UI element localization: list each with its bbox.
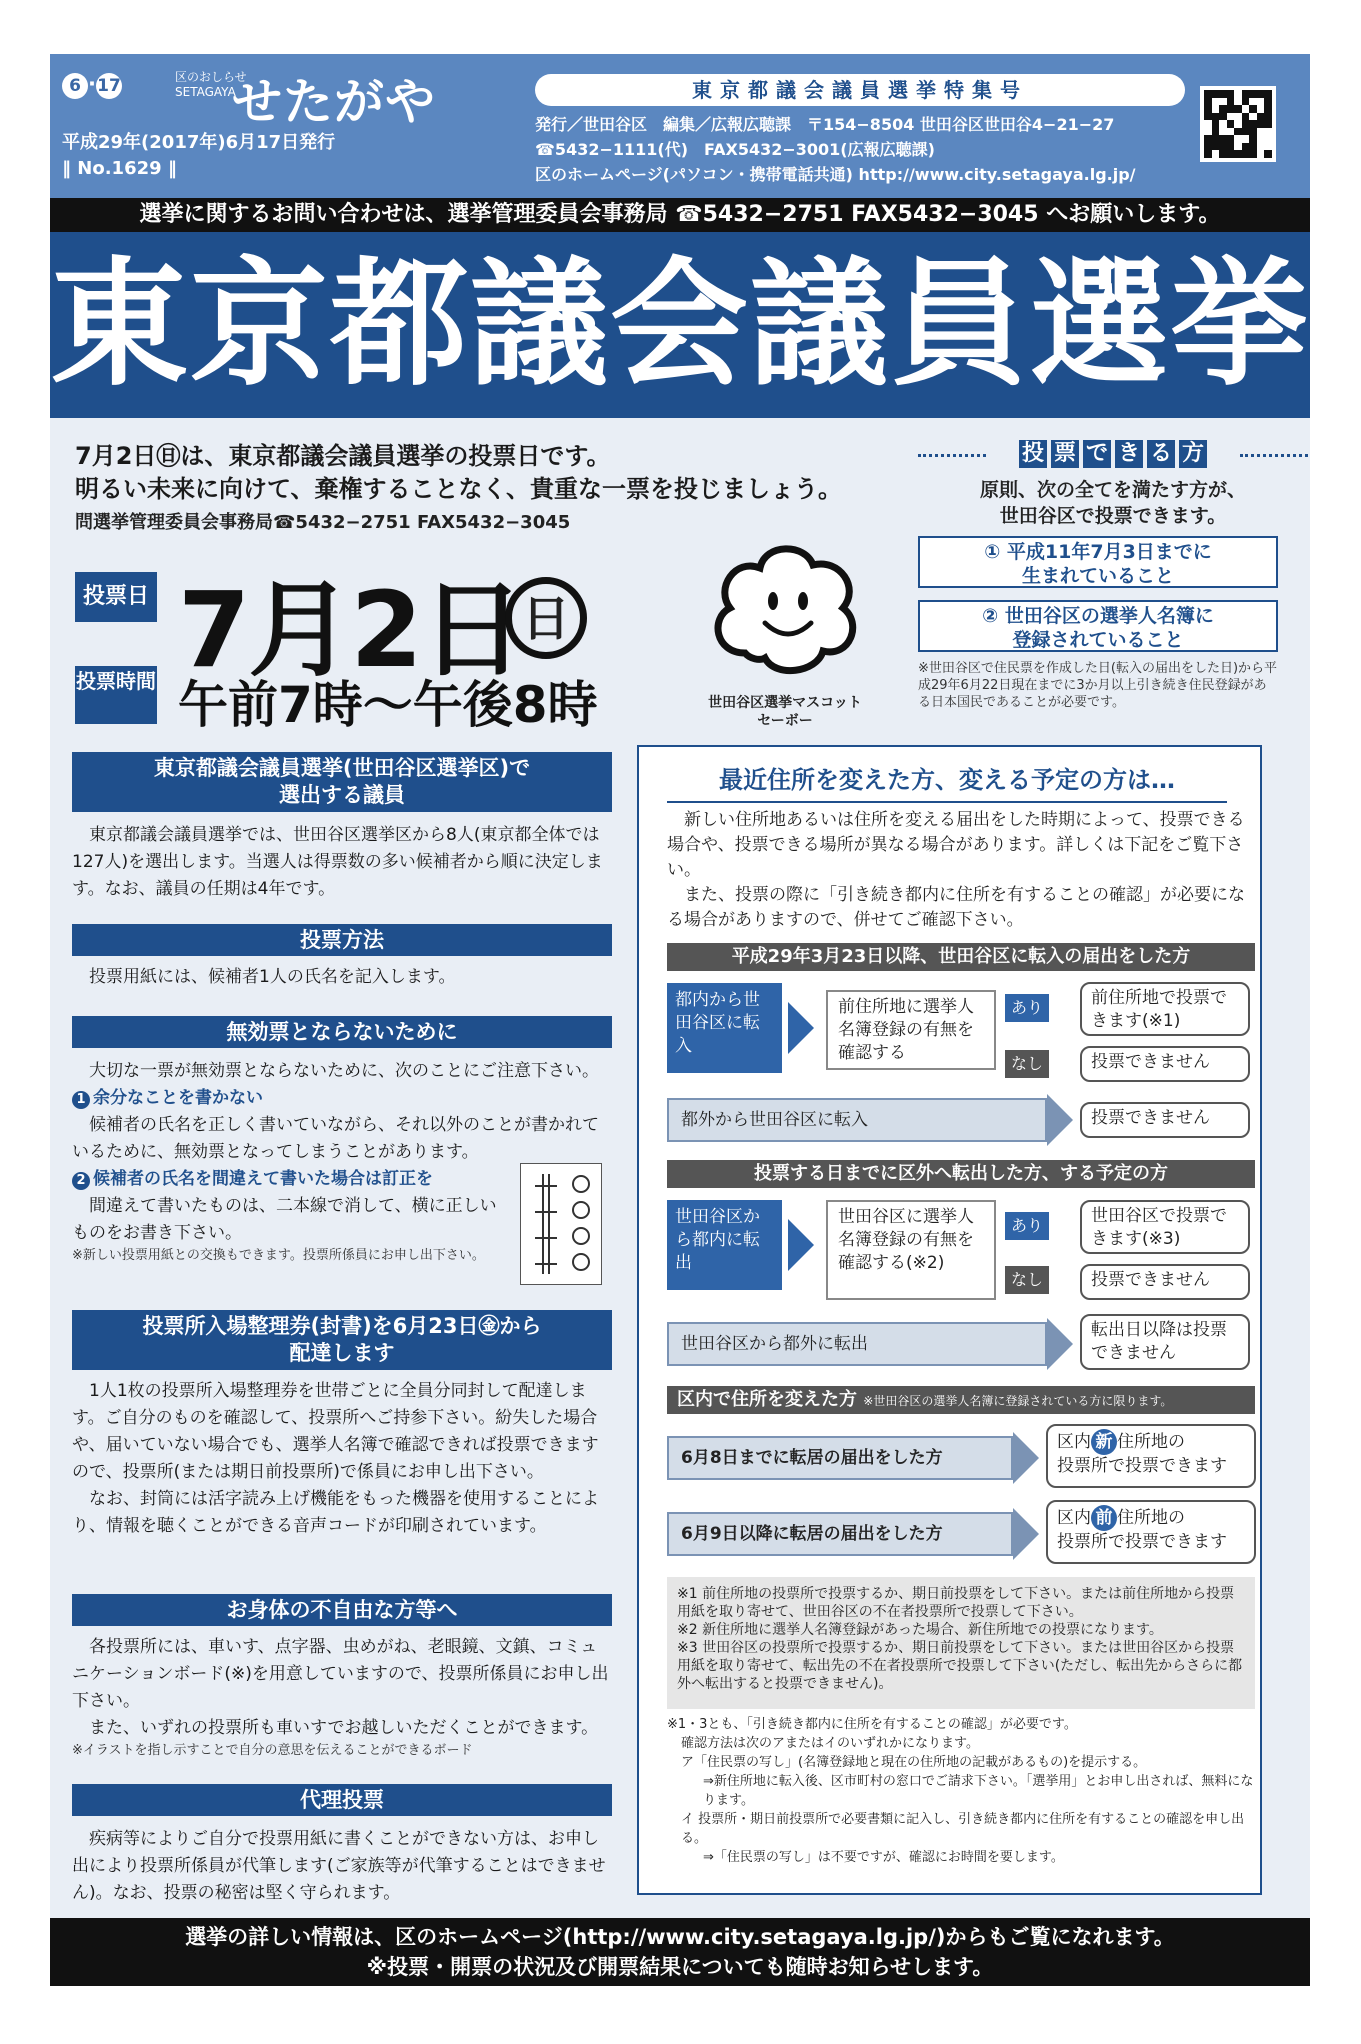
group2-result-no: 投票できません	[1080, 1264, 1250, 1300]
s3-note: ※新しい投票用紙との交換もできます。投票所係員にお申し出下さい。	[72, 1248, 485, 1263]
section-proxy-vote-body	[72, 1826, 612, 1907]
s3-point2-body: 間違えて書いたものは、二本線で消して、横に正しいものをお書き下さい。	[72, 1196, 497, 1243]
special-issue-title: 東京都議会議員選挙特集号	[535, 74, 1185, 106]
s4-body2: なお、封筒には活字読み上げ機能をもった機器を使用することにより、情報を聴くことができる音声コードが印刷されています。	[72, 1489, 599, 1536]
confirm-note-5: イ 投票所・期日前投票所で必要書類に記入し、引き続き都内に住所を有することの確認を申し出る。	[681, 1812, 1245, 1846]
footnote-1: ※1 前住所地の投票所で投票するか、期日前投票をして下さい。または前住所地から投票用紙を取り寄せて、世田谷区の不在者投票所で投票して下さい。	[677, 1586, 1235, 1620]
group3-b-bar: 6月9日以降に転居の届出をした方	[667, 1512, 1013, 1556]
previous-mark-icon: 前	[1091, 1505, 1117, 1531]
confirm-note-4: ⇒新住所地に転入後、区市町村の窓口でご請求下さい。「選挙用」とお申し出されば、無料になります。	[703, 1774, 1254, 1808]
cond2-line-a: ② 世田谷区の選挙人名簿に	[982, 605, 1214, 627]
section-elected-members-heading	[72, 752, 612, 812]
eligibility-title	[918, 440, 1308, 468]
section-invalid-vote-heading: 無効票とならないために	[72, 1016, 612, 1048]
cond1-line-b: 生まれていること	[1021, 565, 1174, 587]
publisher-line1: 発行／世田谷区 編集／広報広聴課 〒154−8504 世田谷区世田谷4−21−27	[535, 115, 1115, 134]
issue-number-text: No.1629	[77, 158, 162, 179]
vote-weekday: 日	[505, 577, 587, 659]
group3-b-res2: 住所地の	[1117, 1508, 1185, 1528]
vote-hours: 午前7時〜午後8時	[178, 676, 598, 734]
group3-subtitle: ※世田谷区の選挙人名簿に登録されている方に限ります。	[863, 1394, 1173, 1408]
section-admission-ticket-heading	[72, 1310, 612, 1370]
footnote-3: ※3 世田谷区の投票所で投票するか、期日前投票をして下さい。または世田谷区から投票用紙を取り寄せて、転出先の不在者投票所で投票して下さい(ただし、転出先からさらに都外へ転出すると投票できません)。	[677, 1640, 1243, 1692]
confirm-note-3: ア「住民票の写し」(名簿登録地と現在の住所地の記載があるもの)を提示する。	[681, 1755, 1147, 1770]
group2-no-tag: なし	[1005, 1266, 1049, 1294]
s4-body1: 1人1枚の投票所入場整理券を世帯ごとに全員分同封して配達します。ご自分のものを確認して、投票所へご持参下さい。紛失した場合や、届いていない場合でも、選挙人名簿で確認できれば投票できますので、投票所(または期日前投票所)で係員にお申し出下さい。	[72, 1381, 599, 1482]
group1-heading: 平成29年3月23日以降、世田谷区に転入の届出をした方	[667, 943, 1255, 971]
dotted-rule-left	[918, 454, 986, 457]
moved-panel-title: 最近住所を変えた方、変える予定の方は…	[667, 760, 1227, 803]
main-title: 東京都議会議員選挙	[50, 232, 1310, 418]
group1-source: 都内から世田谷区に転入	[667, 983, 782, 1073]
setagaya-logo: せたがや	[232, 73, 436, 131]
eligibility-note: ※世田谷区で住民票を作成した日(転入の届出をした日)から平成29年6月22日現在までに3か月以上引き続き住民登録がある日本国民であることが必要です。	[918, 661, 1278, 710]
group3-a-res2: 住所地の	[1117, 1432, 1185, 1452]
issue-date-badge: 6 ·17	[62, 72, 122, 99]
group3-b-res3: 投票所で投票できます	[1057, 1532, 1227, 1552]
s5-body1: 各投票所には、車いす、点字器、虫めがね、老眼鏡、文鎮、コミュニケーションボード(※)を用意していますので、投票所係員にお申し出下さい。	[72, 1637, 609, 1711]
arrow-right-icon	[788, 1219, 814, 1271]
s6-body: 疾病等によりご自分で投票用紙に書くことができない方は、お申し出により投票所係員が代筆します(ご家族等が代筆することはできません)。なお、投票の秘密は堅く守られます。	[72, 1829, 606, 1903]
s3-point1-title-text: 余分なことを書かない	[93, 1088, 263, 1108]
group3-a-result-line1	[1057, 1429, 1245, 1455]
group2-outside-bar: 世田谷区から都外に転出	[667, 1322, 1047, 1366]
vote-day-label: 投票日	[75, 572, 157, 622]
contact-bar: 選挙に関するお問い合わせは、選挙管理委員会事務局 ☎5432−2751 FAX5432−3045 へお願いします。	[50, 198, 1310, 232]
mascot-cloud-icon	[705, 533, 865, 693]
moved-intro-p1: 新しい住所地あるいは住所を変える届出をした時期によって、投票できる場合や、投票できる場所が異なる場合があります。詳しくは下記をご覧下さい。	[667, 810, 1245, 880]
footer-line1[interactable]: 選挙の詳しい情報は、区のホームページ(http://www.city.setagaya.lg.jp/)からもご覧になれます。	[185, 1925, 1175, 1949]
confirmation-notes	[667, 1715, 1255, 1867]
s3-body: 大切な一票が無効票とならないために、次のことにご注意下さい。	[89, 1061, 599, 1081]
s1-title-b: 選出する議員	[279, 783, 405, 807]
mascot-caption-1: 世田谷区選挙マスコット	[708, 695, 862, 711]
cond1-line-a: ① 平成11年7月3日までに	[984, 541, 1212, 563]
group2-yes-tag: あり	[1005, 1212, 1049, 1240]
group3-a-res3: 投票所で投票できます	[1057, 1456, 1227, 1476]
cond2-line-b: 登録されていること	[1012, 629, 1184, 651]
mascot-caption	[705, 694, 865, 730]
group1-yes-tag: あり	[1005, 994, 1049, 1022]
group3-title: 区内で住所を変えた方	[677, 1389, 857, 1410]
footer-line2: ※投票・開票の状況及び開票結果についても随時お知らせします。	[366, 1955, 994, 1979]
arrow-right-icon	[1013, 1432, 1039, 1484]
group2-outside-result: 転出日以降は投票できません	[1080, 1314, 1250, 1370]
issue-date: 平成29年(2017年)6月17日発行	[62, 132, 336, 153]
new-mark-icon: 新	[1091, 1429, 1117, 1455]
section-elected-members-body	[72, 822, 612, 903]
s2-body: 投票用紙には、候補者1人の氏名を記入します。	[89, 967, 456, 987]
confirm-note-2: 確認方法は次のアまたはイのいずれかになります。	[681, 1736, 979, 1751]
group1-result-yes: 前住所地で投票できます(※1)	[1080, 982, 1250, 1036]
publisher-info	[535, 112, 1136, 187]
number-2-icon: 2	[72, 1172, 90, 1190]
issue-number: ‖ No.1629 ‖	[62, 158, 177, 179]
badge-day: 17	[96, 73, 122, 99]
eligibility-condition-2	[918, 600, 1278, 652]
section-accessibility-body	[72, 1634, 612, 1759]
footnote-2: ※2 新住所地に選挙人名簿登録があった場合、新住所地での投票になります。	[677, 1622, 1163, 1638]
s4-title-a: 投票所入場整理券(封書)を6月23日㊎から	[142, 1314, 542, 1338]
ballot-correction-illustration	[520, 1163, 602, 1285]
footer-bar	[50, 1918, 1310, 1986]
confirm-note-1: ※1・3とも、「引き続き都内に住所を有することの確認」が必要です。	[667, 1717, 1077, 1732]
arrow-right-icon	[788, 1002, 814, 1054]
intro-contact: 問選挙管理委員会事務局☎5432−2751 FAX5432−3045	[75, 512, 571, 533]
mascot-caption-2: セーボー	[757, 713, 813, 729]
small-label-en: SETAGAYA	[175, 85, 236, 99]
group3-a-result	[1046, 1424, 1256, 1488]
arrow-right-icon	[1047, 1094, 1073, 1146]
s3-point1-body: 候補者の氏名を正しく書いていながら、それ以外のことが書かれているために、無効票となってしまうことがあります。	[72, 1115, 599, 1162]
s3-point2-title-text: 候補者の氏名を間違えて書いた場合は訂正を	[93, 1169, 433, 1189]
group3-a-bar: 6月8日までに転居の届出をした方	[667, 1436, 1013, 1480]
publisher-line3[interactable]: 区のホームページ(パソコン・携帯電話共通) http://www.city.setagaya.lg.jp/	[535, 165, 1136, 184]
dotted-rule-right	[1240, 454, 1308, 457]
eligibility-title-char: で	[1083, 440, 1111, 468]
eligibility-intro	[918, 477, 1308, 529]
eligibility-condition-1	[918, 536, 1278, 588]
group1-no-tag: なし	[1005, 1050, 1049, 1078]
eligibility-title-char: 票	[1051, 440, 1079, 468]
eligibility-title-char: き	[1115, 440, 1143, 468]
eligibility-intro-2: 世田谷区で投票できます。	[999, 505, 1227, 527]
intro-text	[75, 440, 842, 506]
confirm-note-6: ⇒「住民票の写し」は不要ですが、確認にお時間を要します。	[703, 1850, 1064, 1865]
s3-point1-title	[72, 1085, 612, 1112]
arrow-right-icon	[1013, 1508, 1039, 1560]
section-voting-method-body	[72, 964, 612, 991]
number-1-icon: 1	[72, 1091, 90, 1109]
section-proxy-vote-heading: 代理投票	[72, 1784, 612, 1816]
s1-title-a: 東京都議会議員選挙(世田谷区選挙区)で	[153, 756, 531, 780]
group3-heading	[667, 1386, 1255, 1414]
group1-outside-result: 投票できません	[1080, 1102, 1250, 1138]
group2-result-yes: 世田谷区で投票できます(※3)	[1080, 1200, 1250, 1254]
vote-hours-label: 投票時間	[75, 666, 157, 724]
s4-title-b: 配達します	[289, 1341, 395, 1365]
group3-b-res1: 区内	[1057, 1508, 1091, 1528]
section-admission-ticket-body	[72, 1378, 612, 1540]
arrow-right-icon	[1047, 1318, 1073, 1370]
group1-result-no: 投票できません	[1080, 1046, 1250, 1082]
moved-panel-intro	[667, 808, 1247, 933]
vote-date: 7月2日	[178, 569, 523, 691]
section-accessibility-heading: お身体の不自由な方等へ	[72, 1594, 612, 1626]
moved-intro-p2: また、投票の際に「引き続き都内に住所を有することの確認」が必要になる場合がありますので、併せてご確認下さい。	[667, 885, 1245, 930]
eligibility-title-char: る	[1147, 440, 1175, 468]
group2-check: 世田谷区に選挙人名簿登録の有無を確認する(※2)	[826, 1200, 996, 1300]
s5-body2: また、いずれの投票所も車いすでお越しいただくことができます。	[89, 1718, 599, 1738]
group3-b-result-line1	[1057, 1505, 1245, 1531]
eligibility-intro-1: 原則、次の全てを満たす方が、	[979, 479, 1246, 501]
qr-code-icon[interactable]	[1200, 86, 1276, 162]
s1-body: 東京都議会議員選挙では、世田谷区選挙区から8人(東京都全体では127人)を選出します。当選人は得票数の多い候補者から順に決定します。なお、議員の任期は4年です。	[72, 825, 603, 899]
group3-a-res1: 区内	[1057, 1432, 1091, 1452]
intro-line1: 7月2日㊐は、東京都議会議員選挙の投票日です。	[75, 442, 611, 470]
eligibility-title-char: 投	[1019, 440, 1047, 468]
small-label-jp: 区のおしらせ	[175, 70, 247, 84]
group2-source: 世田谷区から都内に転出	[667, 1200, 782, 1290]
publisher-line2: ☎5432−1111(代) FAX5432−3001(広報広聴課)	[535, 140, 935, 159]
group1-check: 前住所地に選挙人名簿登録の有無を確認する	[826, 990, 996, 1070]
badge-month: 6	[62, 73, 88, 99]
s5-note: ※イラストを指し示すことで自分の意思を伝えることができるボード	[72, 1743, 473, 1758]
group2-heading: 投票する日までに区外へ転出した方、する予定の方	[667, 1160, 1255, 1188]
group3-b-result	[1046, 1500, 1256, 1564]
eligibility-title-char: 方	[1179, 440, 1207, 468]
footnotes-box	[667, 1577, 1255, 1709]
group1-outside-bar: 都外から世田谷区に転入	[667, 1098, 1047, 1142]
section-voting-method-heading: 投票方法	[72, 924, 612, 956]
intro-line2: 明るい未来に向けて、棄権することなく、貴重な一票を投じましょう。	[75, 475, 843, 503]
